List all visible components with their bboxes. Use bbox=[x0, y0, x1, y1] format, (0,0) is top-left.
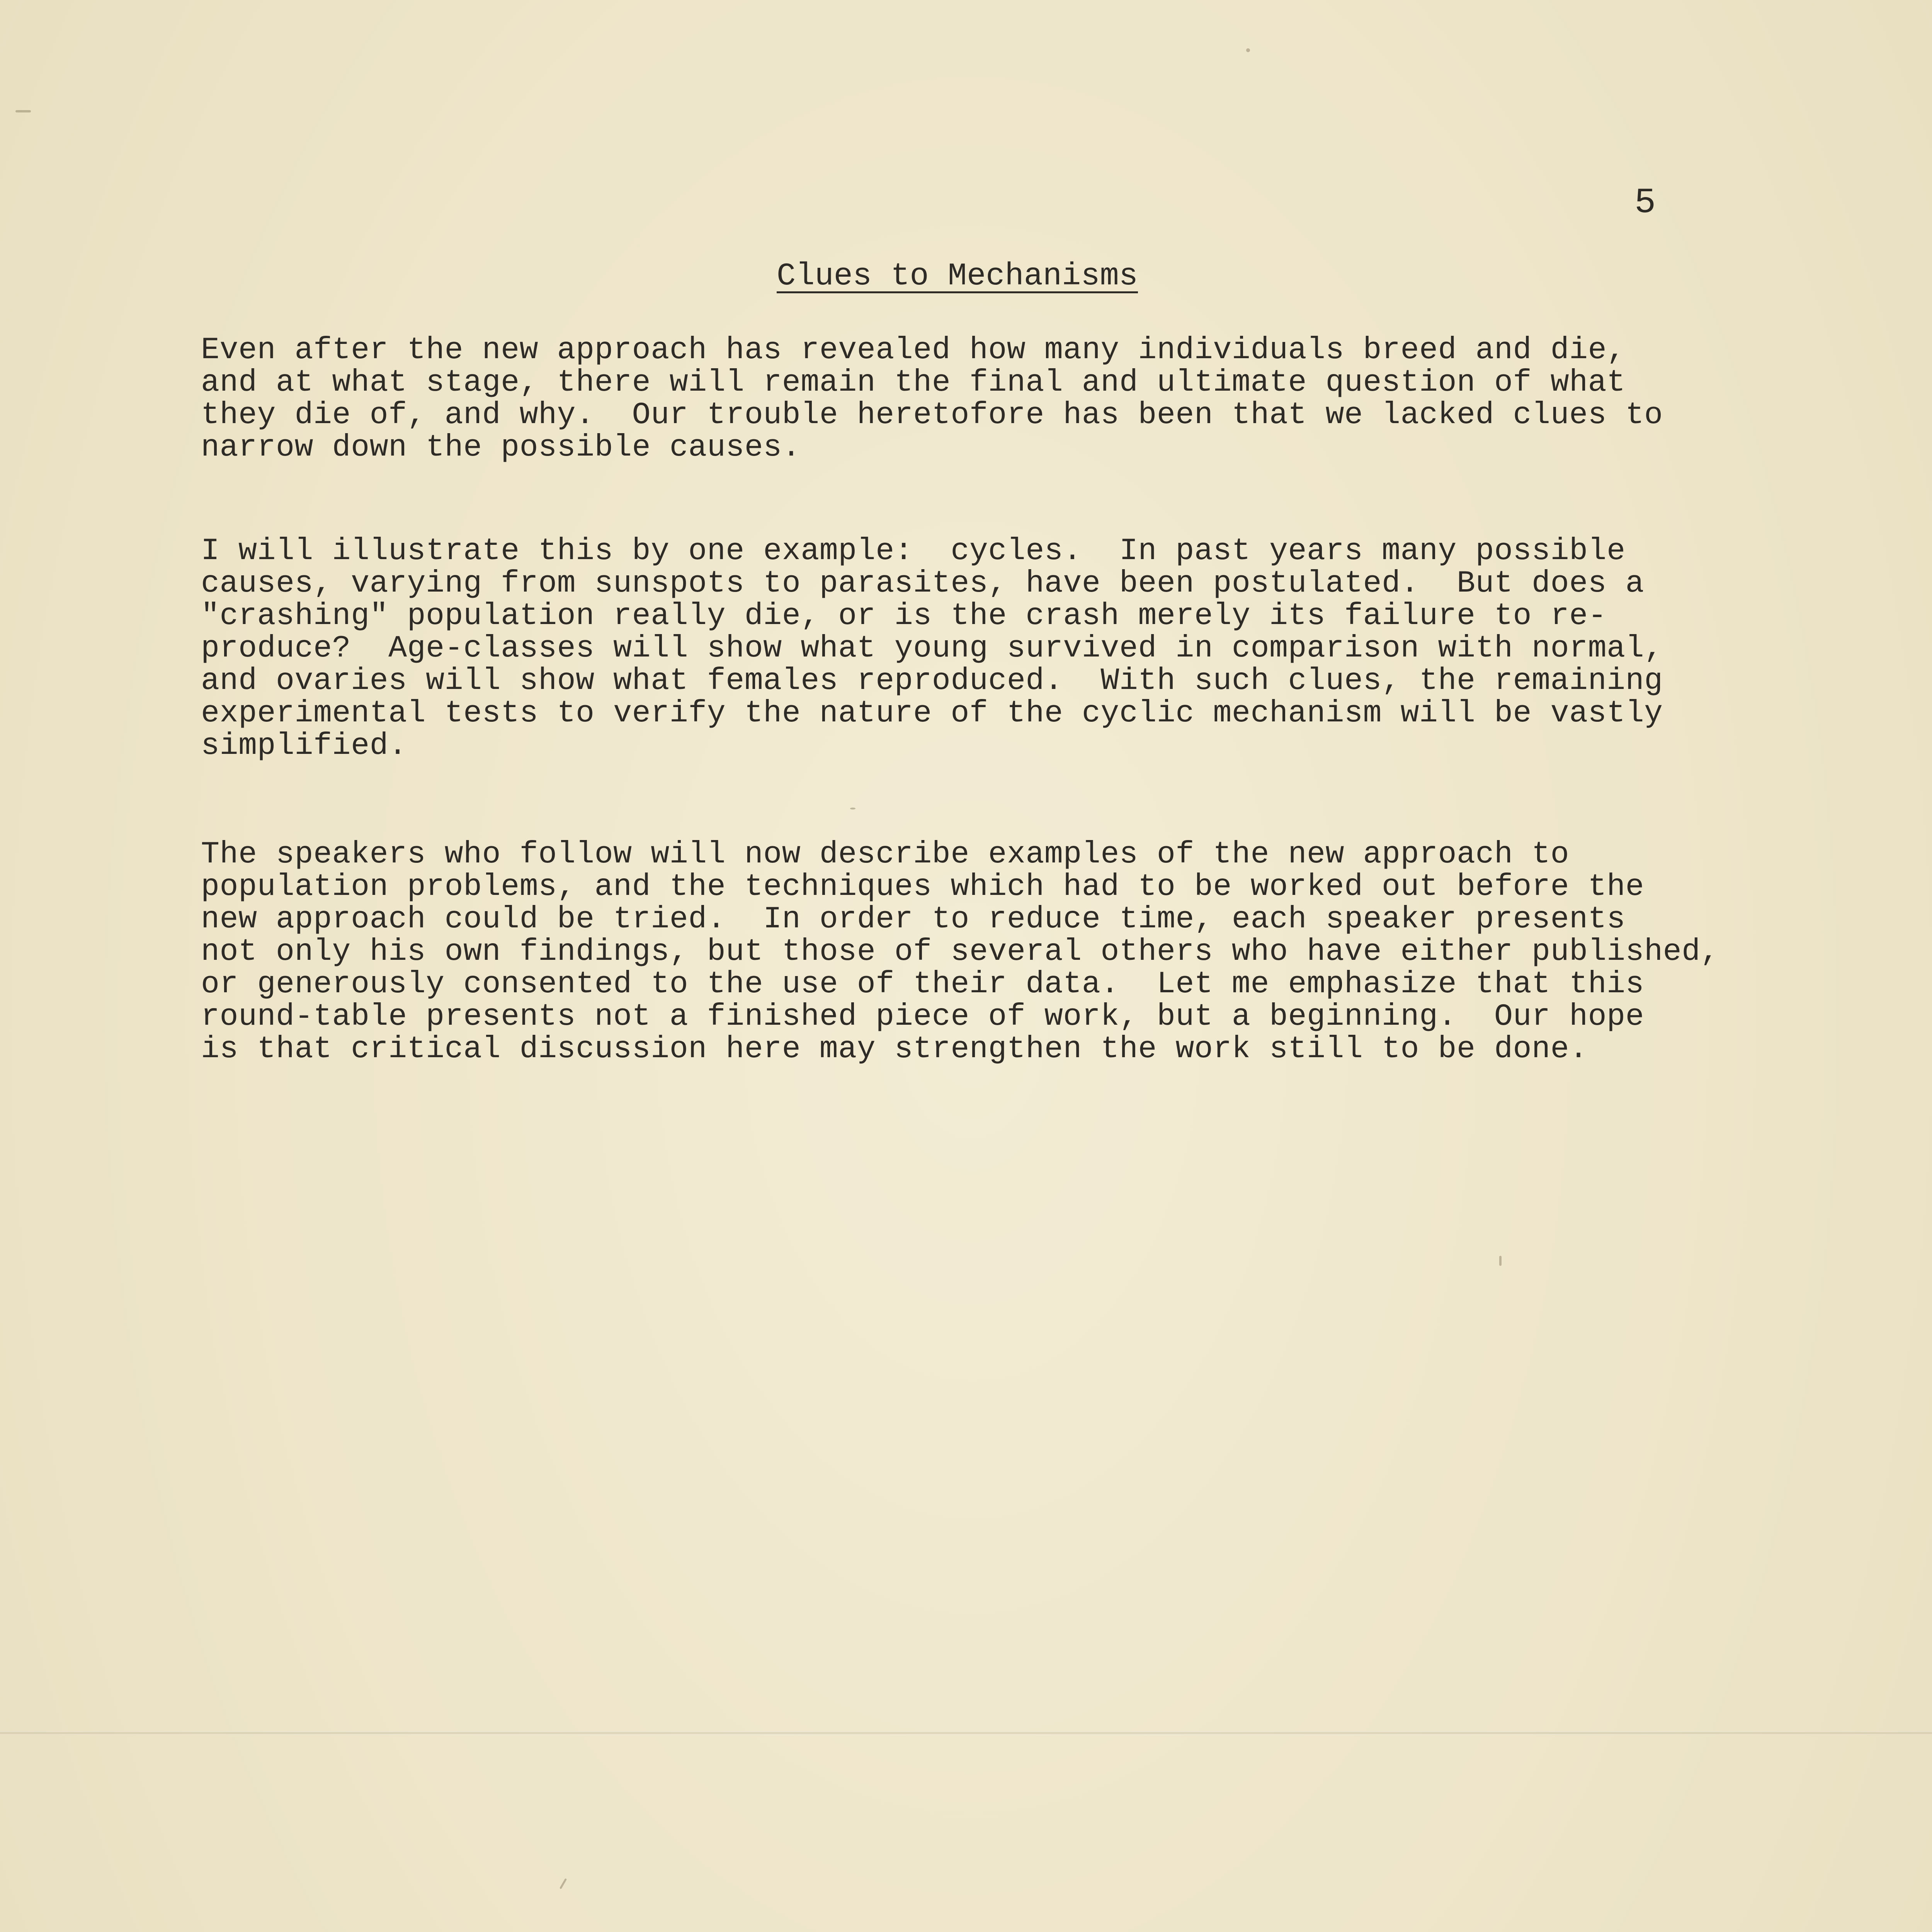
text-line: round-table presents not a finished piece of work, but a beginning. Our hope bbox=[201, 999, 1645, 1034]
paper-speck bbox=[850, 808, 855, 810]
text-line: I will illustrate this by one example: cycles. In past years many possible bbox=[201, 534, 1626, 569]
text-line: causes, varying from sunspots to parasites, have been postulated. But does a bbox=[201, 566, 1645, 601]
text-line: "crashing" population really die, or is the crash merely its failure to re- bbox=[201, 599, 1607, 634]
paragraph-2 bbox=[201, 535, 1747, 762]
paper-speck bbox=[15, 110, 31, 112]
text-line: The speakers who follow will now describe examples of the new approach to bbox=[201, 837, 1570, 872]
text-line: or generously consented to the use of their data. Let me emphasize that this bbox=[201, 967, 1645, 1002]
text-line: is that critical discussion here may strengthen the work still to be done. bbox=[201, 1032, 1588, 1067]
paper-fold-line bbox=[0, 1731, 1932, 1735]
text-line: population problems, and the techniques which had to be worked out before the bbox=[201, 869, 1645, 905]
text-line: new approach could be tried. In order to reduce time, each speaker presents bbox=[201, 902, 1626, 937]
text-line: experimental tests to verify the nature of the cyclic mechanism will be vastly bbox=[201, 696, 1663, 731]
text-line: they die of, and why. Our trouble heretofore has been that we lacked clues to bbox=[201, 398, 1663, 433]
page-number: 5 bbox=[1634, 182, 1656, 223]
text-line: Even after the new approach has revealed how many individuals breed and die, bbox=[201, 333, 1626, 368]
paragraph-3 bbox=[201, 838, 1747, 1066]
paragraph-1 bbox=[201, 334, 1747, 464]
paper-speck bbox=[1246, 48, 1250, 52]
text-line: and ovaries will show what females reproduced. With such clues, the remaining bbox=[201, 663, 1663, 699]
text-line: simplified. bbox=[201, 728, 407, 764]
paper-speck bbox=[560, 1878, 567, 1889]
text-line: narrow down the possible causes. bbox=[201, 430, 801, 465]
section-title: Clues to Mechanisms bbox=[777, 258, 1138, 294]
text-line: and at what stage, there will remain the final and ultimate question of what bbox=[201, 365, 1626, 400]
text-line: not only his own findings, but those of several others who have either published, bbox=[201, 934, 1719, 969]
paper-speck bbox=[1499, 1256, 1502, 1266]
text-line: produce? Age-classes will show what young survived in comparison with normal, bbox=[201, 631, 1663, 666]
